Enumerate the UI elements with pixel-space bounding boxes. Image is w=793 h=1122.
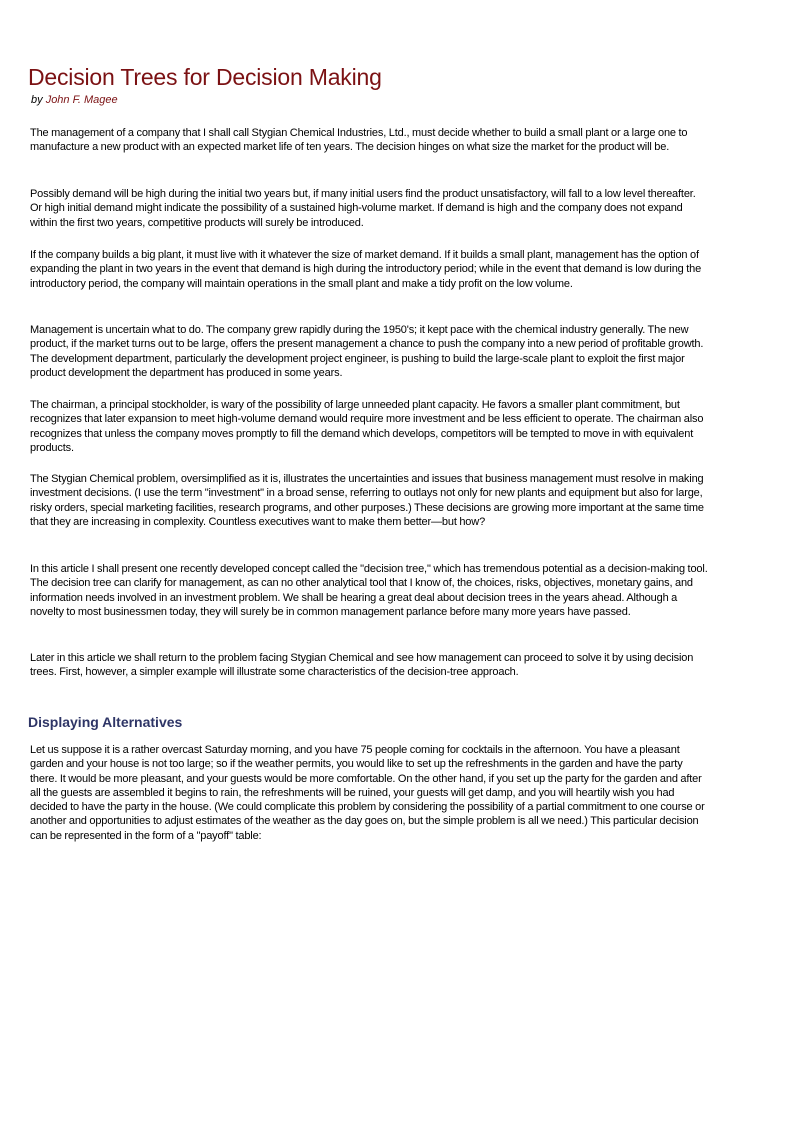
paragraph-7: In this article I shall present one recently developed concept called the "decision tree," which has tremendous potential as a decision-making tool. The decision tree can clarify for management, as can no other analytical tool that I know of, the choices, risks, objectives, monetary gains, and information needs involved in an investment problem. We shall be hearing a great deal about decision trees in the years ahead. Although a novelty to most businessmen today, they will surely be in common management parlance before many more years have passed. bbox=[30, 563, 708, 618]
paragraph-8: Later in this article we shall return to the problem facing Stygian Chemical and see how management can proceed to solve it by using decision trees. First, however, a simpler example will illustrate some characteristics of the decision-tree approach. bbox=[30, 652, 694, 679]
paragraph-1: The management of a company that I shall call Stygian Chemical Industries, Ltd., must decide whether to build a small plant or a large one to manufacture a new product with an expected market life of ten years. The decision hinges on what size the market for the product will be. bbox=[30, 127, 688, 154]
byline bbox=[31, 94, 118, 106]
paragraph-2: Possibly demand will be high during the initial two years but, if many initial users find the product unsatisfactory, will fall to a low level thereafter. Or high initial demand might indicate the possibility of a sustained high-volume market. If demand is high and the company does not expand within the first two years, competitive products will surely be introduced. bbox=[30, 188, 696, 229]
article-title: Decision Trees for Decision Making bbox=[28, 64, 382, 90]
paragraph-6: The Stygian Chemical problem, oversimplified as it is, illustrates the uncertainties and issues that business management must resolve in making investment decisions. (I use the term "investment" in a broad sense, referring to outlays not only for new plants and equipment but also for large, risky orders, special marketing facilities, research programs, and other purposes.) These decisions are growing more important at the same time that they are increasing in complexity. Countless executives want to make them better—but how? bbox=[30, 473, 704, 528]
paragraph-5: The chairman, a principal stockholder, is wary of the possibility of large unneeded plant capacity. He favors a smaller plant commitment, but recognizes that later expansion to meet high-volume demand would require more investment and be less efficient to operate. The chairman also recognizes that unless the company moves promptly to fill the demand which develops, competitors will be tempted to move in with equivalent products. bbox=[30, 399, 704, 454]
paragraph-4: Management is uncertain what to do. The company grew rapidly during the 1950's; it kept pace with the chemical industry generally. The new product, if the market turns out to be large, offers the present management a chance to push the company into a new period of profitable growth. The development department, particularly the development project engineer, is pushing to build the large-scale plant to exploit the first major product development the department has produced in some years. bbox=[30, 324, 704, 379]
paragraph-3: If the company builds a big plant, it must live with it whatever the size of market demand. If it builds a small plant, management has the option of expanding the plant in two years in the event that demand is high during the introductory period; while in the event that demand is low during the introductory period, the company will maintain operations in the small plant and make a tidy profit on the low volume. bbox=[30, 249, 702, 290]
section-heading: Displaying Alternatives bbox=[28, 714, 183, 730]
section-paragraph: Let us suppose it is a rather overcast Saturday morning, and you have 75 people coming for cocktails in the afternoon. You have a pleasant garden and your house is not too large; so if the weather permits, you would like to set up the refreshments in the garden and have the party there. It would be more pleasant, and your guests would be more comfortable. On the other hand, if you set up the party for the garden and after all the guests are assembled it begins to rain, the refreshments will be ruined, your guests will get damp, and you will heartily wish you had decided to have the party in the house. (We could complicate this problem by considering the possibility of a partial commitment to one course or another and opportunities to adjust estimates of the weather as the day goes on, but the simple problem is all we need.) This particular decision can be represented in the form of a "payoff" table: bbox=[30, 744, 705, 842]
byline-author: John F. Magee bbox=[45, 94, 118, 106]
byline-prefix: by bbox=[31, 94, 43, 106]
